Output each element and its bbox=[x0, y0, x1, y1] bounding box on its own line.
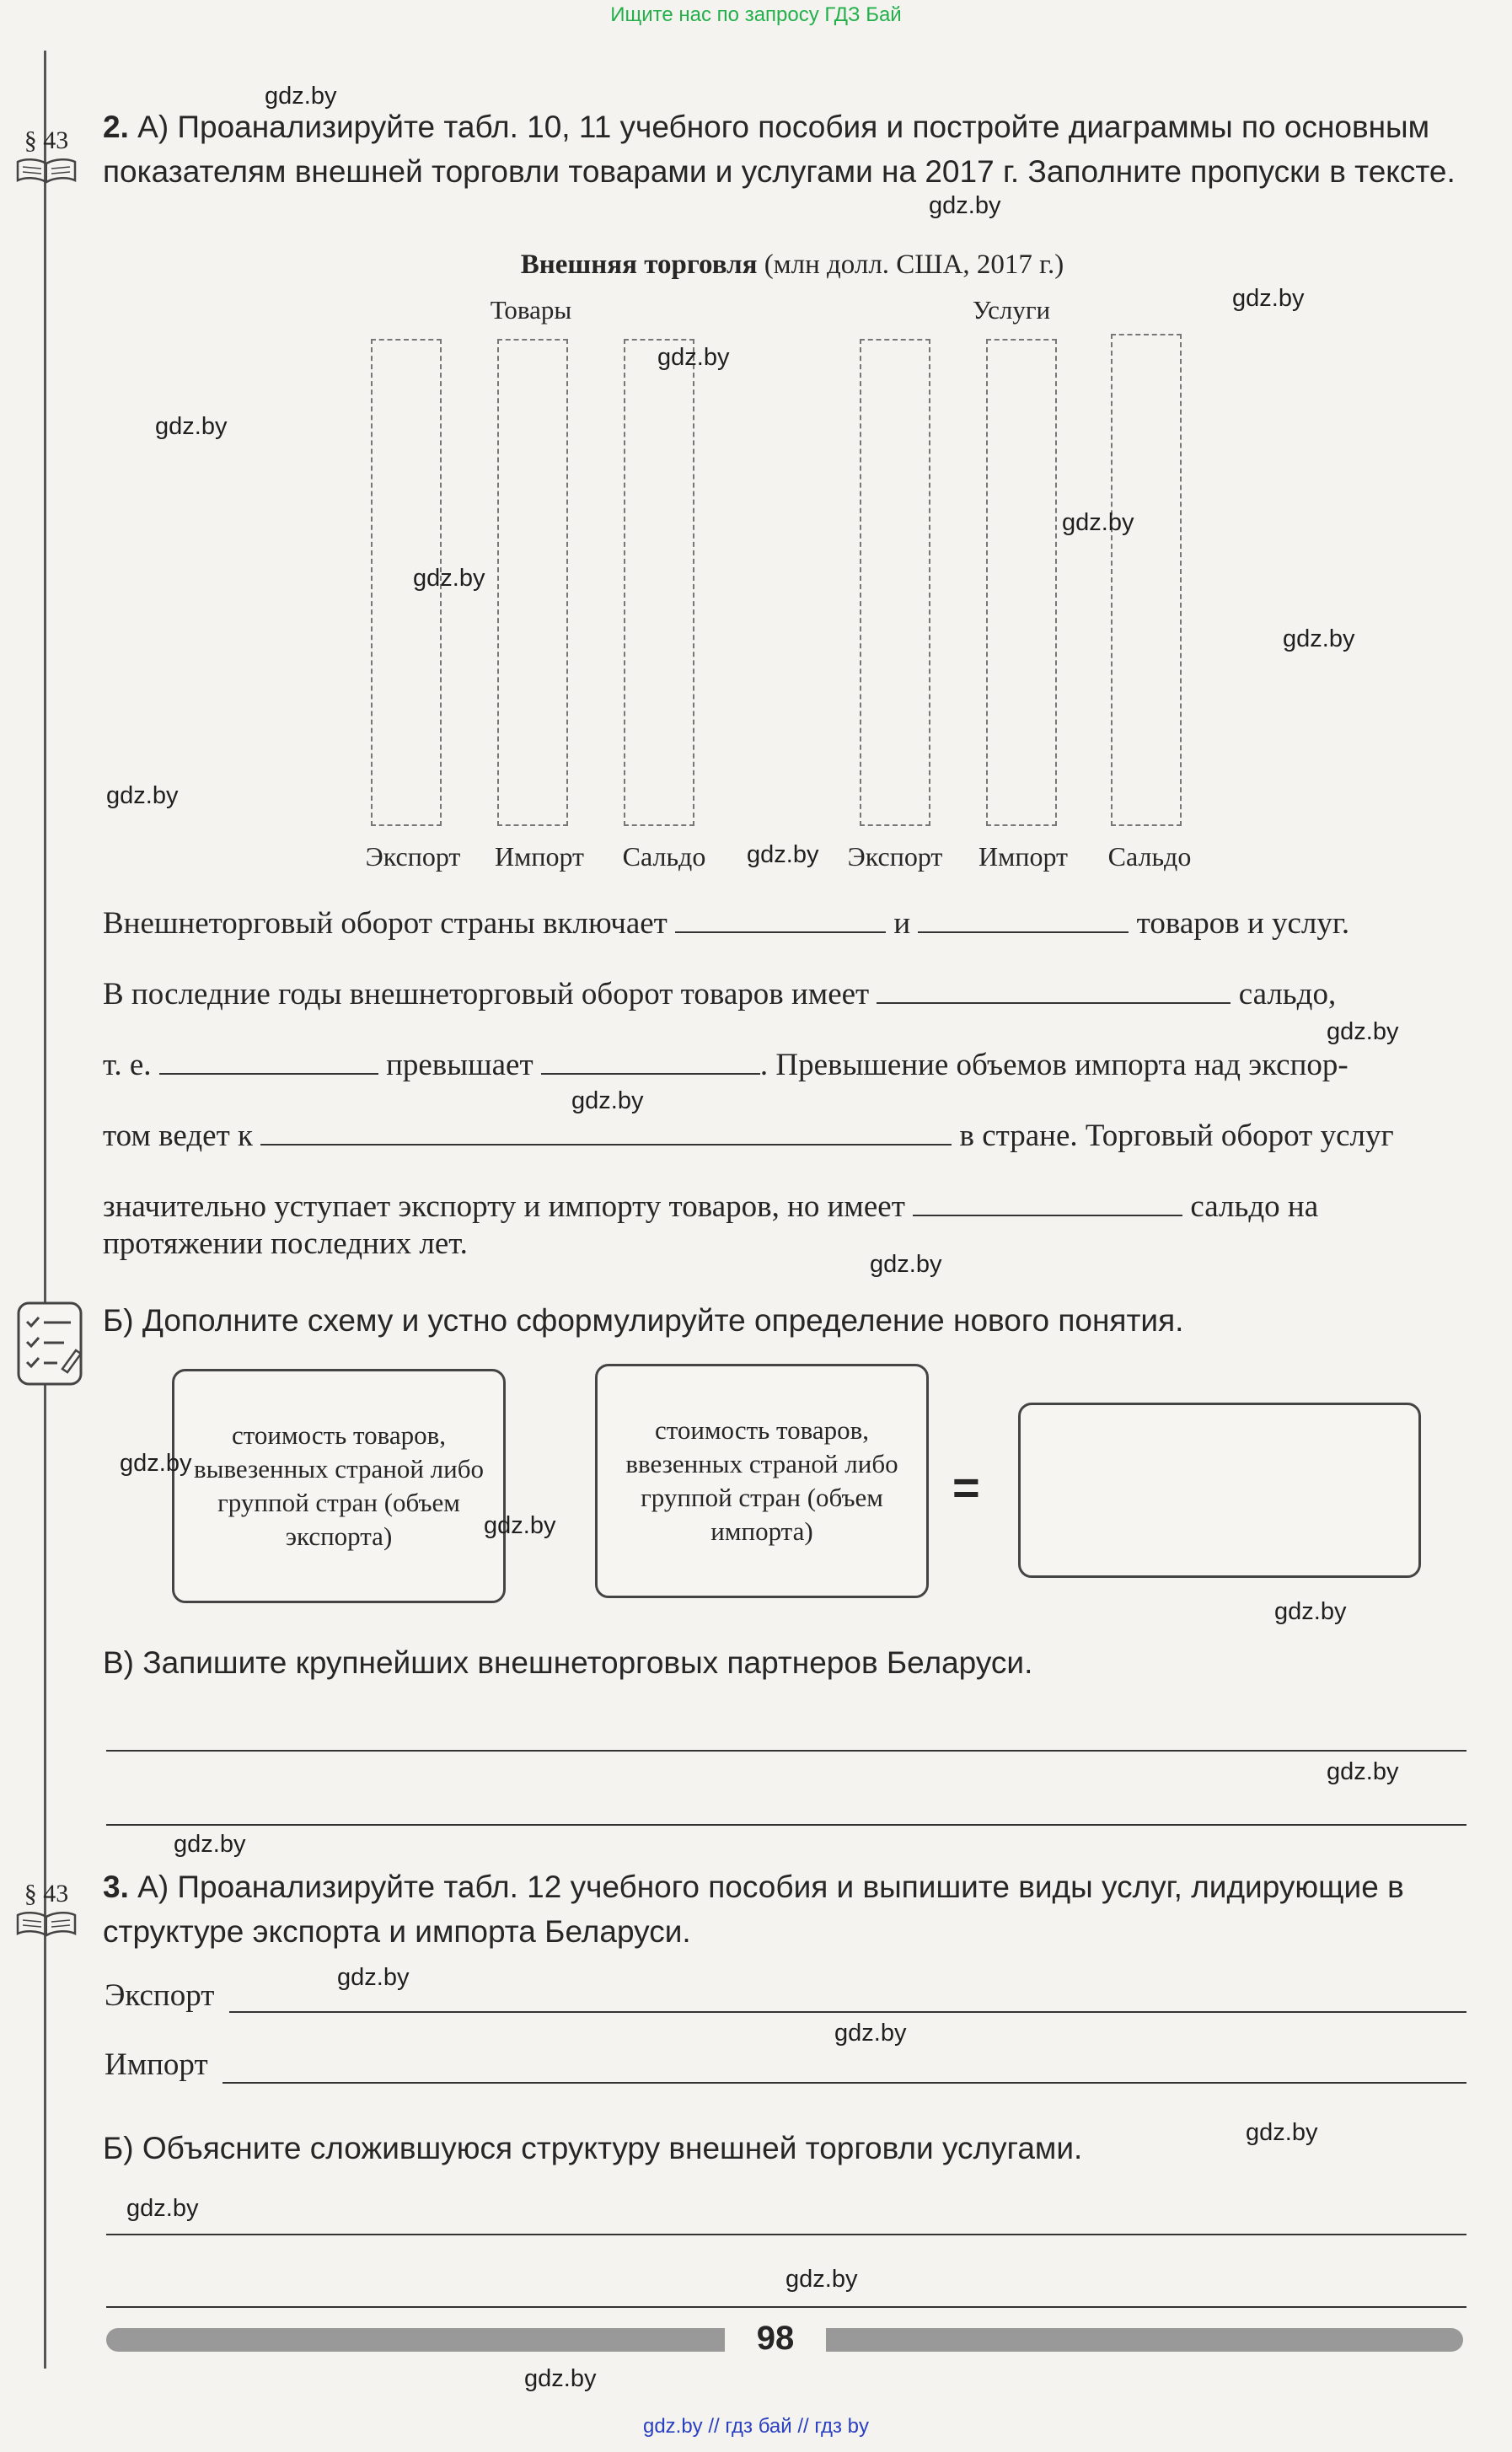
margin-rule bbox=[44, 51, 46, 2369]
watermark: gdz.by bbox=[155, 413, 228, 440]
text-segment: сальдо, bbox=[1238, 977, 1337, 1011]
scheme-box-export-text: стоимость товаров, вывезенных страной либо группой стран (объем экспорта) bbox=[193, 1420, 485, 1551]
fill-line-4 bbox=[103, 1101, 1468, 1172]
task-3-instruction: А) Проанализируйте табл. 12 учебного пособия и выпишите виды услуг, лидирующие в структуре экспорта и импорта Беларуси. bbox=[103, 1870, 1404, 1949]
text-segment: Внешнеторговый оборот страны включает bbox=[103, 906, 668, 941]
watermark: gdz.by bbox=[747, 841, 819, 868]
blank-line[interactable] bbox=[913, 1189, 1182, 1216]
watermark: gdz.by bbox=[1327, 1018, 1399, 1045]
watermark: gdz.by bbox=[126, 2195, 199, 2222]
task-number: 3. bbox=[103, 1870, 129, 1904]
text-segment: В последние годы внешнеторговый оборот товаров имеет bbox=[103, 977, 870, 1011]
watermark: gdz.by bbox=[1232, 285, 1305, 312]
checklist-icon bbox=[13, 1298, 86, 1389]
chart-title bbox=[371, 249, 1214, 281]
watermark: gdz.by bbox=[1327, 1758, 1399, 1785]
task-number: 2. bbox=[103, 110, 129, 144]
paragraph-tag-label: § 43 bbox=[24, 126, 69, 154]
text-segment: в стране. Торговый оборот услуг bbox=[959, 1119, 1394, 1153]
answer-line[interactable] bbox=[106, 1824, 1466, 1826]
bar-label: Импорт bbox=[978, 841, 1069, 872]
blank-line[interactable] bbox=[918, 906, 1129, 933]
scheme-box-import-text: стоимость товаров, ввезенных страной либо группой стран (объем импорта) bbox=[625, 1415, 898, 1546]
text-segment: том ведет к bbox=[103, 1119, 253, 1153]
blank-line[interactable] bbox=[159, 1048, 378, 1075]
watermark: gdz.by bbox=[106, 782, 179, 809]
watermark: gdz.by bbox=[265, 83, 337, 110]
task-2-text bbox=[103, 105, 1468, 194]
bottom-banner[interactable]: gdz.by // гдз бай // гдз by bbox=[642, 2415, 870, 2438]
import-answer-line[interactable] bbox=[223, 2082, 1466, 2084]
export-label: Экспорт bbox=[105, 1978, 215, 2013]
text-segment: протяжении последних лет. bbox=[103, 1226, 468, 1261]
text-segment: значительно уступает экспорту и импорту товаров, но имеет bbox=[103, 1189, 905, 1224]
watermark: gdz.by bbox=[174, 1831, 246, 1858]
bar-label: Экспорт bbox=[365, 841, 461, 872]
watermark: gdz.by bbox=[785, 2266, 858, 2293]
watermark: gdz.by bbox=[657, 344, 730, 371]
watermark: gdz.by bbox=[929, 192, 1001, 219]
watermark: gdz.by bbox=[870, 1251, 942, 1278]
text-segment: товаров и услуг. bbox=[1136, 906, 1350, 941]
task-3-text bbox=[103, 1864, 1468, 1954]
bar-slot-services-import[interactable] bbox=[986, 339, 1057, 826]
part-b-heading: Б) Дополните схему и устно сформулируйте определение нового понятия. bbox=[103, 1303, 1184, 1338]
group-label-goods: Товары bbox=[490, 295, 572, 325]
part-v-heading: В) Запишите крупнейших внешнеторговых партнеров Беларуси. bbox=[103, 1645, 1033, 1680]
paragraph-tag-label: § 43 bbox=[24, 1880, 69, 1907]
bar-label: Сальдо bbox=[622, 841, 706, 872]
scheme-answer-box[interactable] bbox=[1018, 1403, 1421, 1578]
book-icon bbox=[14, 1910, 78, 1939]
watermark: gdz.by bbox=[1246, 2119, 1318, 2146]
watermark: gdz.by bbox=[834, 2020, 907, 2047]
fill-in-text bbox=[103, 888, 1468, 1261]
watermark: gdz.by bbox=[413, 565, 485, 592]
task-2-instruction: А) Проанализируйте табл. 10, 11 учебного пособия и постройте диаграммы по основным показателям внешней торговли товарами и услугами на 2017 г. Заполните пропуски в тексте. bbox=[103, 110, 1456, 189]
group-label-services: Услуги bbox=[972, 295, 1051, 325]
blank-line[interactable] bbox=[541, 1048, 760, 1075]
watermark: gdz.by bbox=[337, 1964, 410, 1991]
blank-line[interactable] bbox=[877, 977, 1231, 1004]
page-number: 98 bbox=[725, 2313, 826, 2363]
text-segment: . Превышение объемов импорта над экспор- bbox=[759, 1048, 1348, 1082]
text-segment: превышает bbox=[386, 1048, 533, 1082]
import-label: Импорт bbox=[105, 2047, 208, 2082]
bar-label: Сальдо bbox=[1107, 841, 1192, 872]
top-banner[interactable]: Ищите нас по запросу ГДЗ Бай bbox=[610, 3, 902, 26]
answer-line[interactable] bbox=[106, 1750, 1466, 1752]
book-icon bbox=[14, 157, 78, 185]
answer-line[interactable] bbox=[106, 2234, 1466, 2235]
paragraph-tag bbox=[8, 1880, 84, 1939]
watermark: gdz.by bbox=[571, 1087, 644, 1114]
fill-line-3 bbox=[103, 1030, 1468, 1101]
fill-line-1 bbox=[103, 888, 1468, 959]
task-3-part-b: Б) Объясните сложившуюся структуру внешней торговли услугами. bbox=[103, 2131, 1083, 2165]
text-segment: и bbox=[893, 906, 911, 941]
chart-title-units: (млн долл. США, 2017 г.) bbox=[757, 249, 1064, 280]
fill-line-2 bbox=[103, 959, 1468, 1030]
blank-line[interactable] bbox=[260, 1119, 952, 1146]
bar-slot-goods-import[interactable] bbox=[497, 339, 568, 826]
equals-sign: = bbox=[952, 1461, 980, 1514]
chart-title-bold: Внешняя торговля bbox=[520, 249, 758, 280]
watermark: gdz.by bbox=[1274, 1598, 1347, 1625]
scheme-box-export bbox=[172, 1369, 506, 1603]
watermark: gdz.by bbox=[524, 2365, 597, 2392]
bar-slot-services-balance[interactable] bbox=[1111, 334, 1182, 826]
watermark: gdz.by bbox=[120, 1450, 192, 1477]
watermark: gdz.by bbox=[1062, 509, 1134, 536]
text-segment: т. е. bbox=[103, 1048, 152, 1082]
bar-label: Экспорт bbox=[847, 841, 943, 872]
scheme-box-import bbox=[595, 1364, 929, 1598]
text-segment: сальдо на bbox=[1190, 1189, 1319, 1224]
paragraph-tag bbox=[8, 126, 84, 185]
blank-line[interactable] bbox=[675, 906, 886, 933]
bar-slot-goods-balance[interactable] bbox=[624, 339, 694, 826]
bar-label: Импорт bbox=[494, 841, 585, 872]
export-answer-line[interactable] bbox=[229, 2011, 1466, 2013]
watermark: gdz.by bbox=[1283, 625, 1355, 652]
bar-slot-services-export[interactable] bbox=[860, 339, 930, 826]
watermark: gdz.by bbox=[484, 1512, 556, 1539]
answer-line[interactable] bbox=[106, 2306, 1466, 2308]
